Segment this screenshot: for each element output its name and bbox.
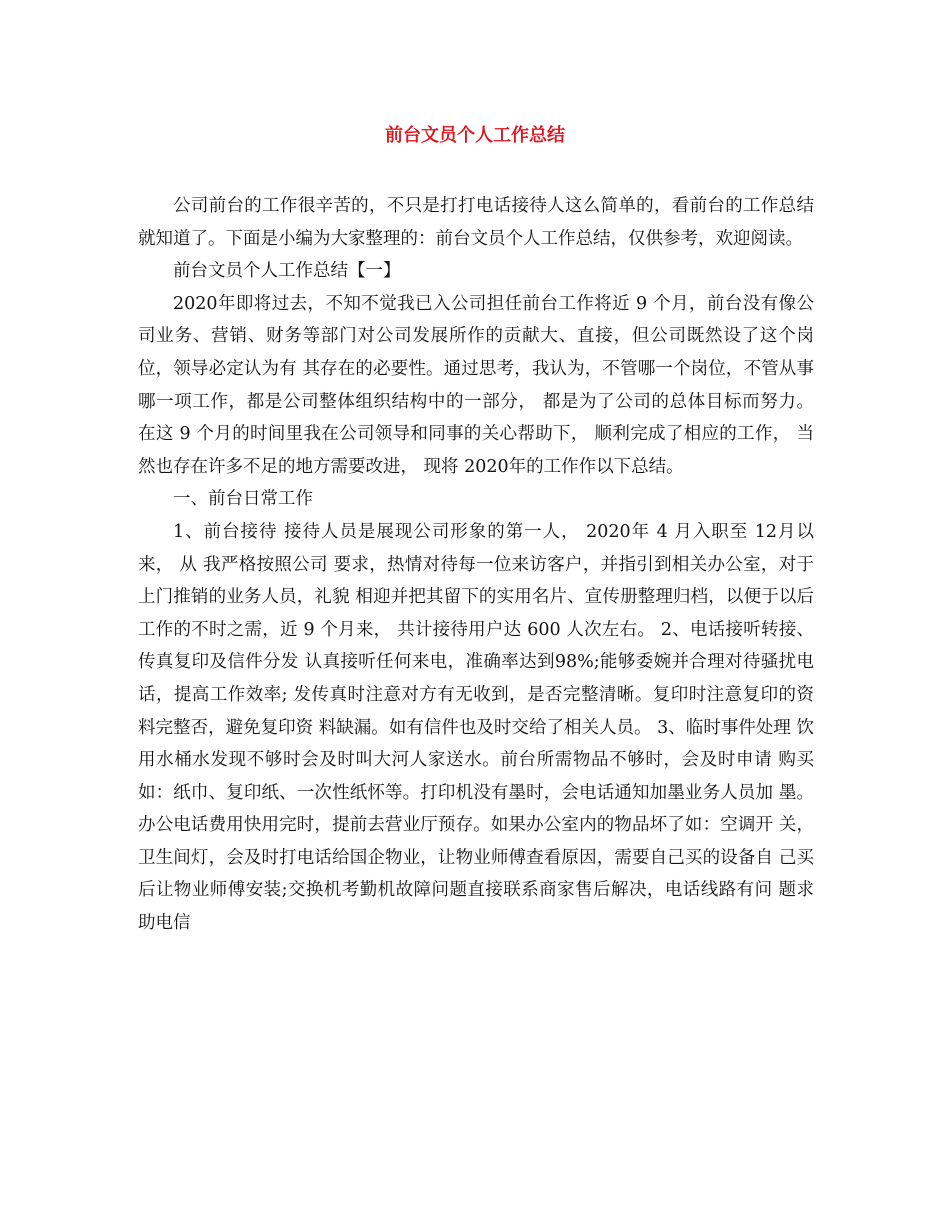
- daily-work-paragraph: 1、前台接待 接待人员是展现公司形象的第一人， 2020年 4 月入职至 12月以来， 从 我严格按照公司 要求，热情对待每一位来访客户，并指引到相关办公室，对于上门推销的业务人员，礼貌 相迎并把其留下的实用名片、宣传册整理归档，以便于以后工作的不时之需，近 9 个月来， 共计接待用户达 600 人次左右。 2、电话接听转接、传真复印及信件分发 认真接听任何来电，准确率达到98%;能够委婉并合理对待骚扰电话，提高工作效率; 发传真时注意对方有无收到，是否完整清晰。复印时注意复印的资料完整否，避免复印资 料缺漏。如有信件也及时交给了相关人员。 3、临时事件处理 饮用水桶水发现不够时会及时叫大河人家送水。前台所需物品不够时，会及时申请 购买如：纸巾、复印纸、一次性纸怀等。打印机没有墨时，会电话通知加墨业务人员加 墨。办公电话费用快用完时，提前去营业厅预存。如果办公室内的物品坏了如：空调开 关，卫生间灯，会及时打电话给国企物业，让物业师傅查看原因，需要自己买的设备自 己买后让物业师傅安装;交换机考勤机故障问题直接联系商家售后解决，电话线路有问 题求助电信: [138, 521, 814, 934]
- document-title: 前台文员个人工作总结: [385, 125, 565, 146]
- intro-paragraph: 公司前台的工作很辛苦的，不只是打打电话接待人这么简单的，看前台的工作总结就知道了。下面是小编为大家整理的：前台文员个人工作总结，仅供参考，欢迎阅读。: [138, 196, 814, 249]
- document-body: [138, 190, 814, 940]
- summary-paragraph: 2020年即将过去，不知不觉我已入公司担任前台工作将近 9 个月，前台没有像公司业务、营销、财务等部门对公司发展所作的贡献大、直接，但公司既然设了这个岗位，领导必定认为有 其存在的必要性。通过思考，我认为，不管哪一个岗位，不管从事哪一项工作，都是公司整体组织结构中的一部分， 都是为了公司的总体目标而努力。 在这 9 个月的时间里我在公司领导和同事的关心帮助下， 顺利完成了相应的工作， 当然也存在许多不足的地方需要改进， 现将 2020年的工作作以下总结。: [138, 293, 814, 477]
- subsection-heading: 一、前台日常工作: [173, 489, 313, 510]
- section-heading: 前台文员个人工作总结【一】: [173, 261, 401, 282]
